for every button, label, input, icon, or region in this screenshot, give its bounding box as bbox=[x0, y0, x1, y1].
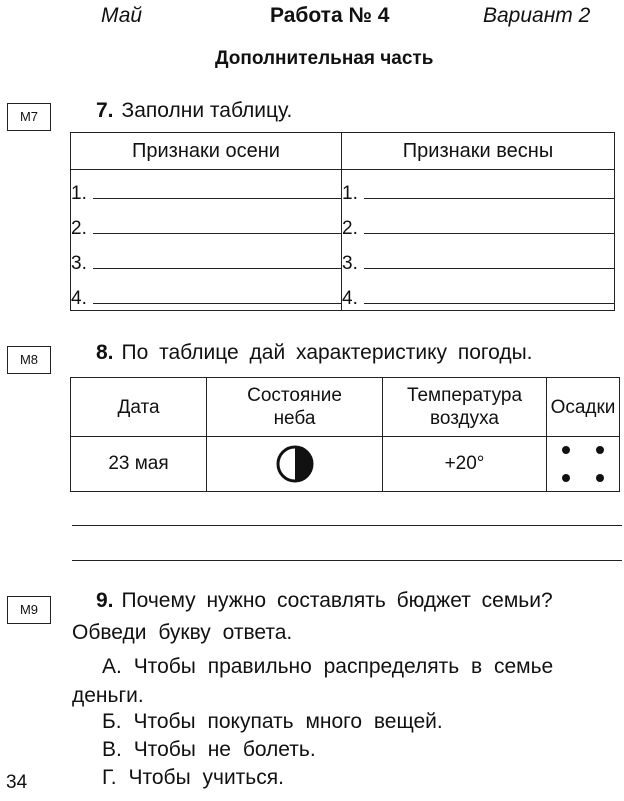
col-precipitation-header: Осадки bbox=[547, 378, 620, 437]
row-number: 2. bbox=[342, 218, 358, 239]
spring-row-4[interactable] bbox=[342, 275, 614, 310]
option-text: Чтобы не болеть. bbox=[133, 738, 316, 761]
header-variant: Вариант 2 bbox=[483, 4, 591, 27]
temperature-cell: +20° bbox=[383, 437, 547, 492]
marker-m9: М9 bbox=[7, 596, 51, 624]
option-a[interactable] bbox=[102, 655, 553, 679]
answer-line-2[interactable] bbox=[72, 560, 622, 561]
autumn-row-3[interactable] bbox=[71, 240, 341, 275]
autumn-row-2[interactable] bbox=[71, 205, 341, 240]
col-temperature-header: Температура воздуха bbox=[383, 378, 547, 437]
header-month: Май bbox=[101, 4, 143, 27]
answer-line-1[interactable] bbox=[72, 525, 622, 526]
answer-line[interactable] bbox=[364, 283, 614, 304]
answer-line[interactable] bbox=[93, 283, 341, 304]
autumn-row-4[interactable] bbox=[71, 275, 341, 310]
task-9-heading bbox=[96, 589, 553, 613]
task-7-heading bbox=[96, 99, 292, 123]
spring-row-3[interactable] bbox=[342, 240, 614, 275]
spring-row-2[interactable] bbox=[342, 205, 614, 240]
option-letter: В. bbox=[102, 738, 122, 761]
col-sky-header: Состояние неба bbox=[207, 378, 383, 437]
spring-cell bbox=[342, 170, 615, 311]
marker-m7: М7 bbox=[7, 103, 51, 131]
option-a-continued: деньги. bbox=[72, 684, 144, 707]
date-cell: 23 мая bbox=[71, 437, 207, 492]
row-number: 3. bbox=[342, 253, 358, 274]
row-number: 1. bbox=[342, 183, 358, 204]
answer-line[interactable] bbox=[93, 178, 341, 199]
col-date-header: Дата bbox=[71, 378, 207, 437]
option-v[interactable] bbox=[102, 738, 316, 762]
task-9-number: 9. bbox=[96, 589, 114, 612]
task-8-number: 8. bbox=[96, 341, 114, 364]
task-9-text-line1: Почему нужно составлять бюджет семьи? bbox=[121, 589, 553, 612]
answer-line[interactable] bbox=[93, 248, 341, 269]
autumn-cell bbox=[71, 170, 342, 311]
rain-dots-icon bbox=[558, 442, 608, 486]
row-number: 4. bbox=[71, 288, 87, 309]
task-9-text-line2: Обведи букву ответа. bbox=[72, 621, 293, 644]
option-b[interactable] bbox=[102, 710, 443, 734]
spring-row-1[interactable] bbox=[342, 170, 614, 205]
option-g[interactable] bbox=[102, 766, 284, 790]
option-letter: Б. bbox=[102, 710, 122, 733]
row-number: 3. bbox=[71, 253, 87, 274]
autumn-spring-table bbox=[70, 132, 615, 311]
header-work-title: Работа № 4 bbox=[270, 4, 390, 27]
option-text: Чтобы покупать много вещей. bbox=[133, 710, 443, 733]
option-letter: Г. bbox=[102, 766, 117, 789]
col-spring-header: Признаки весны bbox=[342, 133, 615, 170]
option-letter: А. bbox=[102, 655, 122, 678]
answer-line[interactable] bbox=[364, 213, 614, 234]
task-8-text: По таблице дай характеристику погоды. bbox=[121, 341, 533, 364]
autumn-row-1[interactable] bbox=[71, 170, 341, 205]
task-7-text: Заполни таблицу. bbox=[121, 99, 293, 122]
page-number: 34 bbox=[6, 772, 28, 793]
row-number: 4. bbox=[342, 288, 358, 309]
marker-m8: М8 bbox=[7, 346, 51, 374]
option-text: Чтобы правильно распределять в семье bbox=[133, 655, 554, 678]
answer-line[interactable] bbox=[364, 178, 614, 199]
precipitation-cell bbox=[547, 437, 620, 492]
answer-line[interactable] bbox=[364, 248, 614, 269]
task-7-number: 7. bbox=[96, 99, 114, 122]
sky-cell bbox=[207, 437, 383, 492]
answer-line[interactable] bbox=[93, 213, 341, 234]
col-autumn-header: Признаки осени bbox=[71, 133, 342, 170]
half-cloudy-circle-icon bbox=[275, 444, 315, 484]
section-title: Дополнительная часть bbox=[215, 48, 434, 69]
weather-table bbox=[70, 377, 620, 492]
option-text: Чтобы учиться. bbox=[128, 766, 284, 789]
row-number: 1. bbox=[71, 183, 87, 204]
row-number: 2. bbox=[71, 218, 87, 239]
task-8-heading bbox=[96, 341, 533, 365]
